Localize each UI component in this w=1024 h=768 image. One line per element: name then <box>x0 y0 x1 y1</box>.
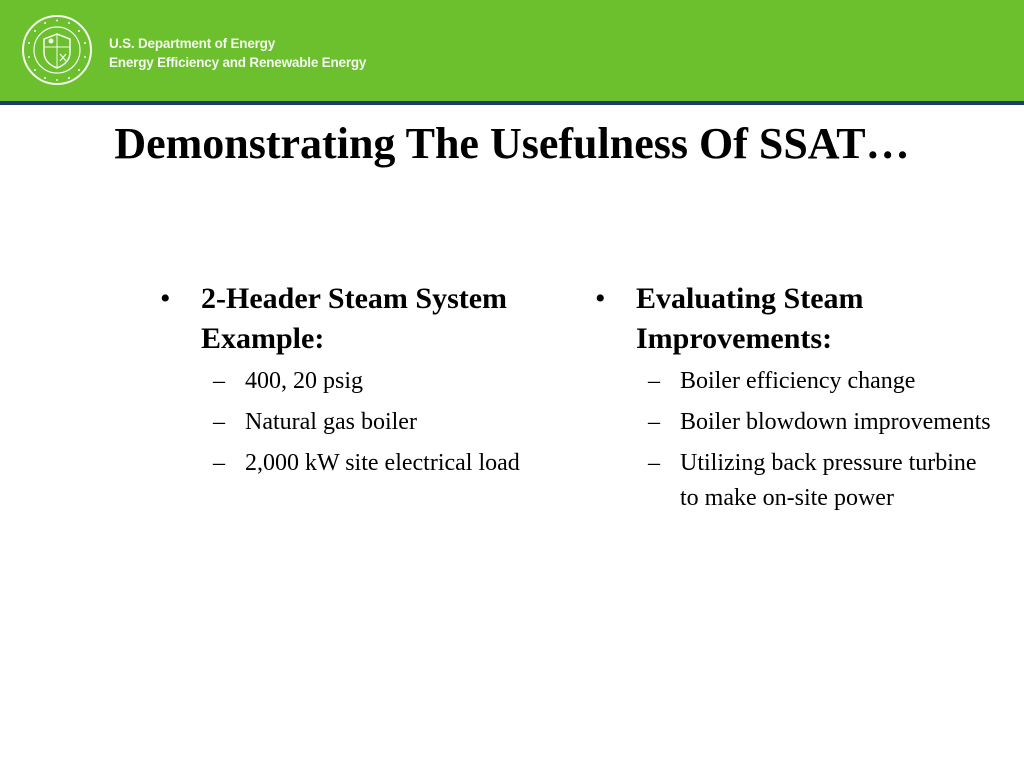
sub-bullet-item <box>648 446 995 516</box>
bullet-heading: 2-Header Steam System Example: <box>201 282 508 355</box>
slide-title: Demonstrating The Usefulness Of SSAT… <box>114 119 910 168</box>
dash-icon: – <box>213 409 225 435</box>
dash-icon: – <box>648 409 660 435</box>
bullet-icon: • <box>160 282 171 315</box>
sub-bullet-text: Boiler efficiency change <box>680 368 916 394</box>
banner-divider <box>0 101 1024 105</box>
agency-name <box>109 34 366 72</box>
sub-bullet-list <box>213 364 540 481</box>
sub-bullet-list <box>648 364 995 516</box>
sub-bullet-item <box>213 364 540 399</box>
sub-bullet-text: Natural gas boiler <box>245 409 417 435</box>
bullet-item <box>160 279 540 359</box>
dash-icon: – <box>213 450 225 476</box>
header-banner <box>0 0 1024 101</box>
doe-seal-icon <box>21 14 93 86</box>
bullet-heading: Evaluating Steam Improvements: <box>636 282 864 355</box>
right-column <box>595 279 995 522</box>
dash-icon: – <box>648 368 660 394</box>
agency-line-2: Energy Efficiency and Renewable Energy <box>109 55 367 70</box>
left-column <box>160 279 540 487</box>
sub-bullet-text: 400, 20 psig <box>245 368 364 394</box>
dash-icon: – <box>648 450 660 476</box>
sub-bullet-item <box>213 405 540 440</box>
sub-bullet-item <box>213 446 540 481</box>
sub-bullet-text: Utilizing back pressure turbine to make on-site power <box>680 450 977 511</box>
sub-bullet-text: 2,000 kW site electrical load <box>245 450 520 476</box>
bullet-icon: • <box>595 282 606 315</box>
dash-icon: – <box>213 368 225 394</box>
agency-line-1: U.S. Department of Energy <box>109 36 276 51</box>
sub-bullet-item <box>648 364 995 399</box>
sub-bullet-item <box>648 405 995 440</box>
bullet-item <box>595 279 995 359</box>
sub-bullet-text: Boiler blowdown improvements <box>680 409 991 435</box>
